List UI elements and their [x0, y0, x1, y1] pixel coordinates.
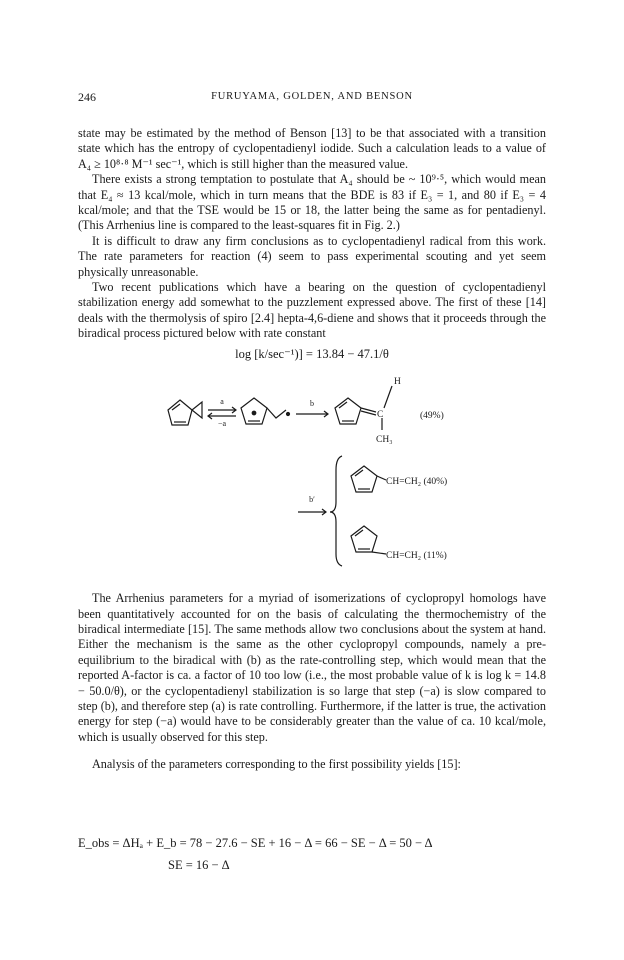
activation-energy-equation: E_obs = ΔHₐ + E_b = 78 − 27.6 − SE + 16 − Δ = 66 − SE − Δ = 50 − Δ	[78, 836, 433, 850]
body-text-bottom	[78, 579, 546, 785]
yield-49: (49%)	[420, 411, 444, 421]
paragraph-2: There exists a strong temptation to postulate that A₄ should be ~ 10⁹·⁵, which would mean that E₄ ≈ 13 kcal/mole, which in turn means that the BDE is 83 if E₃ = 1, and 80 if E₃ = 4 kcal/mole; and that the TSE would be 15 or 18, the latter being the same as for pentadienyl. (This Arrhenius line is compared to the least-squares fit in Fig. 2.)	[78, 172, 546, 233]
body-text-top	[78, 126, 546, 342]
c-label: C	[377, 410, 384, 420]
paragraph-5: The Arrhenius parameters for a myriad of isomerizations of cyclopropyl homologs have been quantitatively accounted for on the basis of calculating the thermochemistry of the biradical intermediate [15]. The same methods allow two conclusions about the system at hand. Either the mechanism is the same as the other cyclopropyl compounds, namely a pre-equilibrium to the biradical with (b) as the rate-controlling step, which would mean that the reported A-factor is ca. a factor of 10 too low (i.e., the most probable value of k is log k = 14.8 − 50.0/θ), or the cyclopentadienyl stabilization is so large that step (−a) is slow compared to step (b), and therefore step (a) is rate controlling. Furthermore, if the latter is true, the activation energy for step (−a) would have to be considerably greater than the value of ca. 10 kcal/mole, which is usually observed for this step.	[78, 591, 546, 744]
vinyl-cyclopentadiene-2	[351, 526, 386, 554]
spiro-hexadiene-structure	[168, 400, 202, 425]
arrow-b-prime-label: b′	[309, 495, 315, 504]
rate-constant-equation: log [k/sec⁻¹)] = 13.84 − 47.1/θ	[235, 347, 389, 361]
page-number: 246	[78, 90, 96, 104]
h-label: H	[394, 377, 401, 387]
paragraph-1: state may be estimated by the method of Benson [13] to be that associated with a transition state which has the entropy of cyclopentadienyl iodide. Such a calculation leads to a value of A₄ ≥ 10⁸·⁸ M⁻¹ sec⁻¹, which is still higher than the measured value.	[78, 126, 546, 171]
vinyl-cyclopentadiene-1	[351, 466, 386, 492]
running-title: FURUYAMA, GOLDEN, AND BENSON	[211, 91, 413, 102]
product-ethylidene-structure	[335, 386, 392, 430]
arrow-minus-a-label: −a	[217, 419, 227, 428]
vinyl-40: CH=CH₂ (40%)	[386, 477, 448, 487]
arrow-a-label: a	[220, 397, 224, 406]
ch3-label: CH₃	[376, 435, 393, 445]
equilibrium-arrows	[208, 407, 236, 419]
arrow-b-label: b	[310, 399, 314, 408]
vinyl-11: CH=CH₂ (11%)	[386, 551, 447, 561]
running-header	[78, 90, 546, 106]
paragraph-6: Analysis of the parameters corresponding to the first possibility yields [15]:	[92, 757, 461, 772]
reaction-scheme	[150, 358, 490, 568]
biradical-structure	[241, 398, 290, 424]
paragraph-3: It is difficult to draw any firm conclusions as to cyclopentadienyl radical from this work. The rate parameters for reaction (4) seem to pass experimental scouting and yet seem physically unreasonable.	[78, 233, 546, 279]
paragraph-4: Two recent publications which have a bearing on the question of cyclopentadienyl stabilization energy add somewhat to the puzzlement expressed above. The first of these [14] deals with the thermolysis of spiro [2.4] hepta-4,6-diene and shows that it proceeds through the biradical process pictured below with rate constant	[78, 280, 546, 341]
stabilization-energy-equation: SE = 16 − Δ	[168, 858, 230, 872]
